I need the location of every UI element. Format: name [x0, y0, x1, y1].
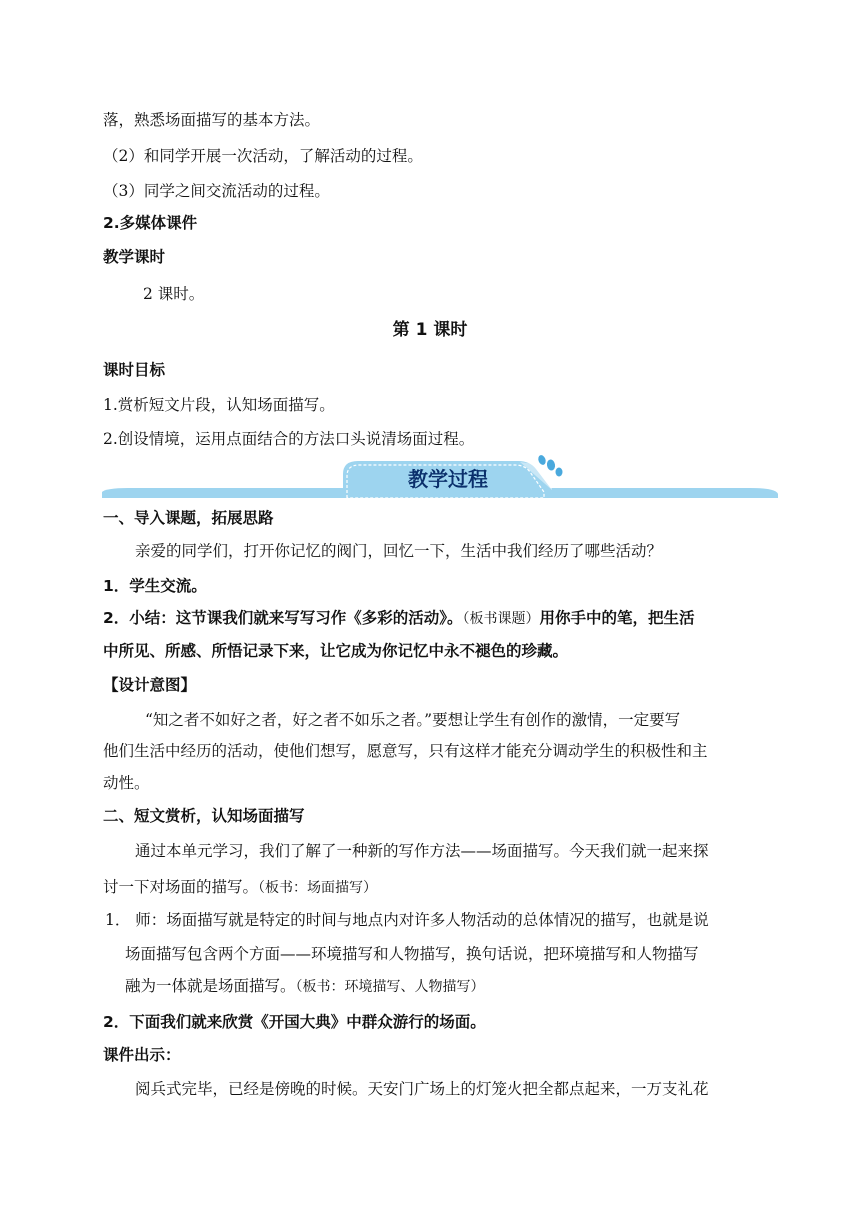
drop-icon	[556, 468, 563, 477]
paragraph-line: 阅兵式完毕，已经是傍晚的时候。天安门广场上的灯笼火把全都点起来，一万支礼花	[135, 1080, 709, 1098]
board-note: （板书：场面描写）	[258, 880, 378, 896]
text-line: （3）同学之间交流活动的过程。	[103, 182, 330, 200]
text-line: 落，熟悉场面描写的基本方法。	[103, 111, 321, 129]
section-heading: 二、短文赏析，认知场面描写	[103, 807, 305, 825]
lesson-title: 第 1 课时	[392, 320, 468, 340]
goal-item: 2.创设情境，运用点面结合的方法口头说清场面过程。	[103, 430, 475, 448]
step-text: 2．小结：这节课我们就来写写习作《多彩的活动》。	[103, 609, 463, 627]
section-banner	[100, 452, 780, 502]
paragraph-line: 1． 师：场面描写就是特定的时间与地点内对许多人物活动的总体情况的描写，也就是说	[105, 911, 709, 929]
section-heading: 一、导入课题，拓展思路	[103, 509, 274, 527]
paragraph-line: 通过本单元学习，我们了解了一种新的写作方法——场面描写。今天我们就一起来探	[135, 842, 709, 860]
step-text: 用你手中的笔，把生活	[539, 609, 695, 627]
paragraph-line: 动性。	[103, 774, 150, 792]
text-line: （2）和同学开展一次活动，了解活动的过程。	[103, 147, 423, 165]
banner-title: 教学过程	[408, 467, 488, 491]
drop-icon	[537, 454, 547, 466]
paragraph-line: 场面描写包含两个方面——环境描写和人物描写，换句话说，把环境描写和人物描写	[125, 945, 699, 963]
paragraph-line	[125, 976, 485, 997]
heading-goals: 课时目标	[103, 361, 166, 379]
paragraph-line	[103, 877, 377, 898]
paragraph-text: 讨一下对场面的描写。	[103, 878, 259, 896]
heading-multimedia: 2.多媒体课件	[103, 214, 198, 232]
board-note: （板书：环境描写、人物描写）	[295, 979, 485, 995]
courseware-label: 课件出示：	[103, 1046, 181, 1064]
step-line: 2．下面我们就来欣赏《开国大典》中群众游行的场面。	[103, 1013, 486, 1031]
board-note: （板书课题）	[462, 611, 540, 627]
paragraph-text: 融为一体就是场面描写。	[125, 977, 296, 995]
design-heading: 【设计意图】	[103, 676, 197, 694]
step-line: 1．学生交流。	[103, 577, 207, 595]
text-line: 2 课时。	[143, 285, 205, 303]
goal-item: 1.赏析短文片段，认知场面描写。	[103, 396, 335, 414]
paragraph-line: 他们生活中经历的活动，使他们想写，愿意写，只有这样才能充分调动学生的积极性和主	[103, 742, 708, 760]
step-line: 中所见、所感、所悟记录下来，让它成为你记忆中永不褪色的珍藏。	[103, 642, 569, 660]
step-line	[103, 608, 695, 629]
paragraph-line: “知之者不如好之者，好之者不如乐之者。”要想让学生有创作的激情，一定要写	[145, 711, 681, 729]
heading-periods: 教学课时	[103, 248, 166, 266]
paragraph-line: 亲爱的同学们，打开你记忆的阀门，回忆一下，生活中我们经历了哪些活动？	[135, 542, 663, 560]
